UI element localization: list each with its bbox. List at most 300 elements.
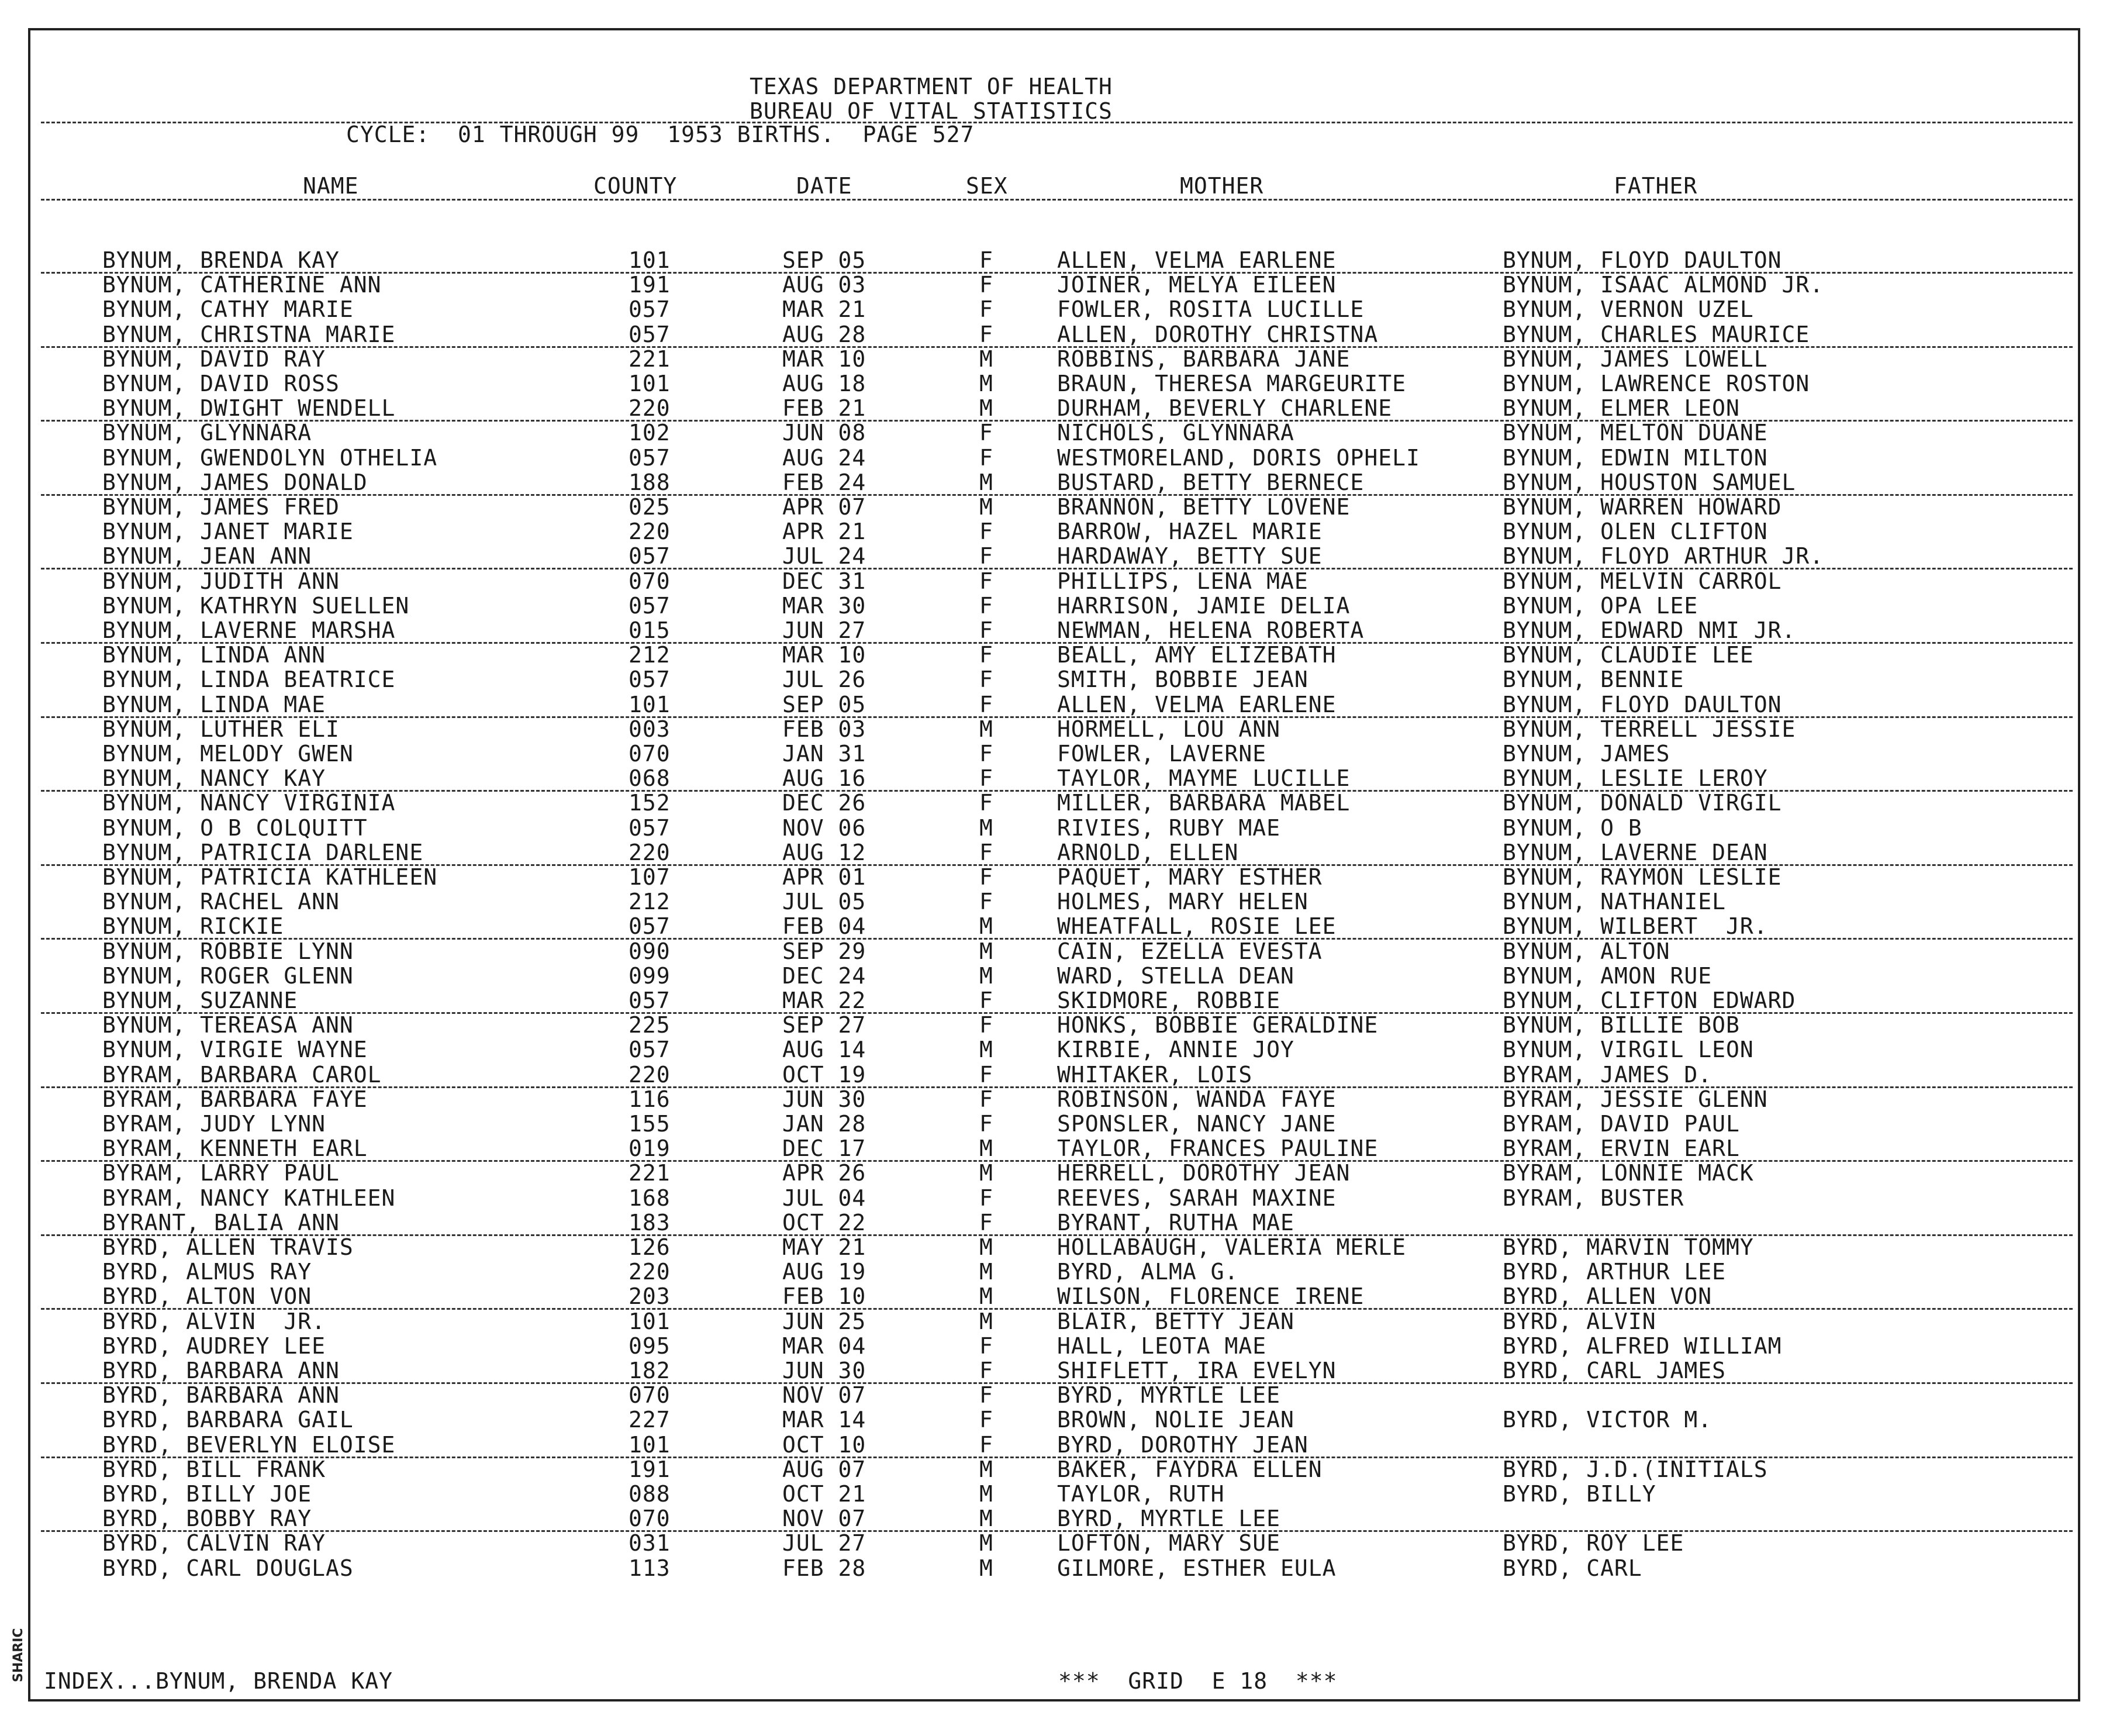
record-father: BYNUM, EDWIN MILTON: [1503, 445, 1768, 471]
record-sex: F: [979, 889, 993, 914]
record-date: OCT 19: [782, 1062, 866, 1088]
record-father: BYNUM, CHARLES MAURICE: [1503, 322, 1810, 347]
record-father: BYNUM, VIRGIL LEON: [1503, 1037, 1754, 1062]
record-sex: M: [979, 1506, 993, 1531]
header-dash-2: [41, 199, 2073, 201]
record-county: 116: [629, 1086, 671, 1112]
record-father: BYRAM, LONNIE MACK: [1503, 1160, 1754, 1186]
record-county: 152: [629, 790, 671, 816]
record-name: BYRD, AUDREY LEE: [102, 1333, 326, 1359]
grid-footer: *** GRID E 18 ***: [1058, 1668, 1338, 1694]
record-mother: WHEATFALL, ROSIE LEE: [1057, 913, 1337, 939]
record-name: BYNUM, LINDA BEATRICE: [102, 667, 396, 692]
record-date: JAN 31: [782, 741, 866, 767]
record-father: BYNUM, JAMES LOWELL: [1503, 346, 1768, 372]
record-name: BYRAM, JUDY LYNN: [102, 1111, 326, 1137]
record-date: JUL 26: [782, 667, 866, 692]
record-father: BYRAM, DAVID PAUL: [1503, 1111, 1740, 1137]
record-date: JUN 30: [782, 1358, 866, 1383]
record-name: BYNUM, LUTHER ELI: [102, 716, 340, 742]
record-date: FEB 21: [782, 395, 866, 421]
record-name: BYRD, BARBARA GAIL: [102, 1407, 354, 1433]
record-mother: BAKER, FAYDRA ELLEN: [1057, 1457, 1323, 1482]
record-name: BYNUM, NANCY KAY: [102, 765, 326, 791]
record-county: 102: [629, 420, 671, 446]
record-county: 057: [629, 913, 671, 939]
record-mother: SKIDMORE, ROBBIE: [1057, 988, 1281, 1013]
record-sex: M: [979, 716, 993, 742]
record-date: JUL 05: [782, 889, 866, 914]
record-date: JUN 25: [782, 1309, 866, 1334]
record-sex: F: [979, 445, 993, 471]
record-mother: HERRELL, DOROTHY JEAN: [1057, 1160, 1351, 1186]
record-mother: HOLLABAUGH, VALERIA MERLE: [1057, 1234, 1406, 1260]
record-mother: ALLEN, DOROTHY CHRISTNA: [1057, 322, 1379, 347]
record-mother: HARDAWAY, BETTY SUE: [1057, 543, 1323, 569]
record-father: BYRAM, BUSTER: [1503, 1185, 1684, 1211]
record-father: BYNUM, LAVERNE DEAN: [1503, 840, 1768, 865]
record-date: APR 26: [782, 1160, 866, 1186]
record-sex: F: [979, 296, 993, 322]
record-sex: F: [979, 322, 993, 347]
record-date: MAR 21: [782, 296, 866, 322]
record-father: BYNUM, TERRELL JESSIE: [1503, 716, 1796, 742]
record-sex: M: [979, 1136, 993, 1161]
record-sex: M: [979, 1160, 993, 1186]
record-sex: M: [979, 470, 993, 495]
record-county: 101: [629, 1432, 671, 1458]
record-date: MAR 30: [782, 593, 866, 619]
record-county: 220: [629, 1062, 671, 1088]
record-father: BYNUM, AMON RUE: [1503, 963, 1713, 989]
record-name: BYRD, ALVIN JR.: [102, 1309, 326, 1334]
record-county: 221: [629, 346, 671, 372]
record-father: BYNUM, DONALD VIRGIL: [1503, 790, 1782, 816]
record-name: BYNUM, LAVERNE MARSHA: [102, 617, 396, 643]
record-mother: ALLEN, VELMA EARLENE: [1057, 247, 1337, 273]
record-father: BYNUM, BENNIE: [1503, 667, 1684, 692]
record-date: SEP 05: [782, 247, 866, 273]
record-sex: F: [979, 1432, 993, 1458]
record-sex: M: [979, 1283, 993, 1309]
record-name: BYRD, BARBARA ANN: [102, 1358, 340, 1383]
record-date: DEC 26: [782, 790, 866, 816]
record-date: MAR 10: [782, 346, 866, 372]
record-mother: HOLMES, MARY HELEN: [1057, 889, 1308, 914]
record-date: NOV 07: [782, 1506, 866, 1531]
record-sex: M: [979, 1037, 993, 1062]
index-footer: INDEX...BYNUM, BRENDA KAY: [44, 1668, 393, 1694]
record-date: AUG 18: [782, 371, 866, 396]
record-father: BYNUM, MELVIN CARROL: [1503, 568, 1782, 594]
record-county: 182: [629, 1358, 671, 1383]
record-name: BYNUM, SUZANNE: [102, 988, 298, 1013]
record-date: FEB 24: [782, 470, 866, 495]
record-sex: F: [979, 765, 993, 791]
record-name: BYNUM, BRENDA KAY: [102, 247, 340, 273]
record-mother: KIRBIE, ANNIE JOY: [1057, 1037, 1294, 1062]
record-father: BYRAM, JAMES D.: [1503, 1062, 1713, 1088]
record-sex: M: [979, 938, 993, 964]
record-name: BYRD, ALLEN TRAVIS: [102, 1234, 354, 1260]
record-name: BYRD, BILL FRANK: [102, 1457, 326, 1482]
record-father: BYNUM, LESLIE LEROY: [1503, 765, 1768, 791]
record-county: 088: [629, 1481, 671, 1507]
record-date: FEB 03: [782, 716, 866, 742]
record-name: BYNUM, PATRICIA KATHLEEN: [102, 864, 438, 890]
column-header-mother: MOTHER: [1180, 173, 1264, 199]
record-name: BYRD, BARBARA ANN: [102, 1382, 340, 1408]
record-father: BYNUM, OPA LEE: [1503, 593, 1698, 619]
record-sex: M: [979, 1234, 993, 1260]
record-mother: HORMELL, LOU ANN: [1057, 716, 1281, 742]
record-county: 070: [629, 568, 671, 594]
record-sex: F: [979, 1382, 993, 1408]
record-mother: WHITAKER, LOIS: [1057, 1062, 1253, 1088]
record-father: BYNUM, WILBERT JR.: [1503, 913, 1768, 939]
record-sex: F: [979, 667, 993, 692]
record-sex: F: [979, 988, 993, 1013]
header-line-1: TEXAS DEPARTMENT OF HEALTH: [750, 74, 1113, 99]
record-mother: HONKS, BOBBIE GERALDINE: [1057, 1012, 1379, 1038]
record-date: AUG 07: [782, 1457, 866, 1482]
column-header-sex: SEX: [966, 173, 1008, 199]
record-name: BYRAM, BARBARA CAROL: [102, 1062, 382, 1088]
record-name: BYNUM, NANCY VIRGINIA: [102, 790, 396, 816]
record-county: 070: [629, 741, 671, 767]
record-mother: NEWMAN, HELENA ROBERTA: [1057, 617, 1365, 643]
record-mother: SPONSLER, NANCY JANE: [1057, 1111, 1337, 1137]
record-father: BYNUM, RAYMON LESLIE: [1503, 864, 1782, 890]
record-name: BYNUM, DAVID RAY: [102, 346, 326, 372]
record-name: BYNUM, LINDA MAE: [102, 692, 326, 717]
record-date: APR 01: [782, 864, 866, 890]
record-county: 057: [629, 445, 671, 471]
record-name: BYNUM, MELODY GWEN: [102, 741, 354, 767]
record-county: 183: [629, 1210, 671, 1235]
record-sex: F: [979, 741, 993, 767]
record-father: BYRD, ALVIN: [1503, 1309, 1656, 1334]
record-mother: BRAUN, THERESA MARGEURITE: [1057, 371, 1406, 396]
record-date: JUL 27: [782, 1530, 866, 1556]
record-sex: F: [979, 543, 993, 569]
record-county: 031: [629, 1530, 671, 1556]
record-mother: BYRD, MYRTLE LEE: [1057, 1382, 1281, 1408]
record-father: BYRD, VICTOR M.: [1503, 1407, 1713, 1433]
record-date: MAR 22: [782, 988, 866, 1013]
record-mother: ALLEN, VELMA EARLENE: [1057, 692, 1337, 717]
record-father: BYNUM, LAWRENCE ROSTON: [1503, 371, 1810, 396]
record-sex: F: [979, 1086, 993, 1112]
record-mother: TAYLOR, FRANCES PAULINE: [1057, 1136, 1379, 1161]
record-mother: DURHAM, BEVERLY CHARLENE: [1057, 395, 1393, 421]
record-name: BYRD, CARL DOUGLAS: [102, 1555, 354, 1581]
record-date: MAR 14: [782, 1407, 866, 1433]
record-mother: FOWLER, LAVERNE: [1057, 741, 1267, 767]
record-name: BYNUM, CATHY MARIE: [102, 296, 354, 322]
record-date: FEB 04: [782, 913, 866, 939]
record-sex: M: [979, 371, 993, 396]
record-sex: F: [979, 593, 993, 619]
record-father: BYNUM, FLOYD DAULTON: [1503, 247, 1782, 273]
record-county: 070: [629, 1506, 671, 1531]
record-mother: BARROW, HAZEL MARIE: [1057, 519, 1323, 544]
record-father: BYNUM, ALTON: [1503, 938, 1670, 964]
record-date: APR 21: [782, 519, 866, 544]
record-sex: F: [979, 1185, 993, 1211]
record-mother: BYRD, MYRTLE LEE: [1057, 1506, 1281, 1531]
column-header-county: COUNTY: [593, 173, 678, 199]
record-father: BYNUM, CLAUDIE LEE: [1503, 642, 1754, 668]
record-father: BYRD, ROY LEE: [1503, 1530, 1684, 1556]
record-county: 090: [629, 938, 671, 964]
record-father: BYRD, CARL: [1503, 1555, 1642, 1581]
record-county: 101: [629, 692, 671, 717]
record-sex: F: [979, 1111, 993, 1137]
record-father: BYRD, J.D.(INITIALS: [1503, 1457, 1768, 1482]
record-sex: F: [979, 272, 993, 298]
record-county: 155: [629, 1111, 671, 1137]
record-county: 070: [629, 1382, 671, 1408]
record-county: 113: [629, 1555, 671, 1581]
record-county: 057: [629, 322, 671, 347]
record-sex: F: [979, 840, 993, 865]
record-county: 057: [629, 296, 671, 322]
record-mother: ROBINSON, WANDA FAYE: [1057, 1086, 1337, 1112]
record-father: BYNUM, O B: [1503, 815, 1642, 841]
record-father: BYRAM, ERVIN EARL: [1503, 1136, 1740, 1161]
record-mother: ROBBINS, BARBARA JANE: [1057, 346, 1351, 372]
record-sex: F: [979, 642, 993, 668]
record-sex: M: [979, 913, 993, 939]
record-date: JUN 08: [782, 420, 866, 446]
record-date: DEC 24: [782, 963, 866, 989]
record-sex: F: [979, 692, 993, 717]
record-county: 220: [629, 1259, 671, 1285]
record-county: 221: [629, 1160, 671, 1186]
record-mother: WILSON, FLORENCE IRENE: [1057, 1283, 1365, 1309]
record-name: BYNUM, VIRGIE WAYNE: [102, 1037, 368, 1062]
record-name: BYNUM, JUDITH ANN: [102, 568, 340, 594]
record-name: BYNUM, PATRICIA DARLENE: [102, 840, 424, 865]
record-name: BYRD, BOBBY RAY: [102, 1506, 312, 1531]
record-date: APR 07: [782, 494, 866, 520]
record-county: 212: [629, 642, 671, 668]
record-father: BYNUM, FLOYD ARTHUR JR.: [1503, 543, 1824, 569]
record-date: JUL 24: [782, 543, 866, 569]
record-sex: M: [979, 815, 993, 841]
record-name: BYRAM, KENNETH EARL: [102, 1136, 368, 1161]
record-father: BYRD, CARL JAMES: [1503, 1358, 1727, 1383]
record-county: 188: [629, 470, 671, 495]
record-date: MAR 10: [782, 642, 866, 668]
record-father: BYNUM, CLIFTON EDWARD: [1503, 988, 1796, 1013]
record-name: BYNUM, JAMES FRED: [102, 494, 340, 520]
record-father: BYNUM, VERNON UZEL: [1503, 296, 1754, 322]
record-mother: PHILLIPS, LENA MAE: [1057, 568, 1308, 594]
record-mother: JOINER, MELYA EILEEN: [1057, 272, 1337, 298]
record-mother: CAIN, EZELLA EVESTA: [1057, 938, 1323, 964]
record-county: 225: [629, 1012, 671, 1038]
column-header-date: DATE: [796, 173, 852, 199]
record-county: 101: [629, 247, 671, 273]
record-name: BYNUM, JANET MARIE: [102, 519, 354, 544]
record-date: FEB 10: [782, 1283, 866, 1309]
record-county: 101: [629, 371, 671, 396]
record-mother: BUSTARD, BETTY BERNECE: [1057, 470, 1365, 495]
record-date: AUG 16: [782, 765, 866, 791]
record-county: 003: [629, 716, 671, 742]
record-mother: WARD, STELLA DEAN: [1057, 963, 1294, 989]
record-date: MAR 04: [782, 1333, 866, 1359]
record-county: 220: [629, 519, 671, 544]
record-sex: F: [979, 1333, 993, 1359]
record-county: 227: [629, 1407, 671, 1433]
record-date: JUN 30: [782, 1086, 866, 1112]
record-name: BYNUM, DWIGHT WENDELL: [102, 395, 396, 421]
record-date: JUL 04: [782, 1185, 866, 1211]
record-mother: BYRD, ALMA G.: [1057, 1259, 1239, 1285]
record-name: BYRD, ALMUS RAY: [102, 1259, 312, 1285]
record-mother: BYRD, DOROTHY JEAN: [1057, 1432, 1308, 1458]
record-father: BYRAM, JESSIE GLENN: [1503, 1086, 1768, 1112]
record-sex: M: [979, 346, 993, 372]
record-father: BYNUM, JAMES: [1503, 741, 1670, 767]
record-mother: LOFTON, MARY SUE: [1057, 1530, 1281, 1556]
record-father: BYRD, ALFRED WILLIAM: [1503, 1333, 1782, 1359]
record-county: 015: [629, 617, 671, 643]
header-line-2: BUREAU OF VITAL STATISTICS: [750, 98, 1113, 124]
record-date: DEC 31: [782, 568, 866, 594]
record-name: BYNUM, JAMES DONALD: [102, 470, 368, 495]
record-name: BYNUM, RACHEL ANN: [102, 889, 340, 914]
record-county: 057: [629, 593, 671, 619]
record-mother: FOWLER, ROSITA LUCILLE: [1057, 296, 1365, 322]
record-father: BYNUM, WARREN HOWARD: [1503, 494, 1782, 520]
record-father: BYNUM, OLEN CLIFTON: [1503, 519, 1768, 544]
record-father: BYNUM, BILLIE BOB: [1503, 1012, 1740, 1038]
record-county: 212: [629, 889, 671, 914]
record-date: AUG 19: [782, 1259, 866, 1285]
record-county: 057: [629, 815, 671, 841]
record-county: 220: [629, 840, 671, 865]
record-name: BYNUM, O B COLQUITT: [102, 815, 368, 841]
record-date: SEP 27: [782, 1012, 866, 1038]
record-name: BYRAM, NANCY KATHLEEN: [102, 1185, 396, 1211]
record-father: BYNUM, FLOYD DAULTON: [1503, 692, 1782, 717]
record-county: 203: [629, 1283, 671, 1309]
record-name: BYNUM, ROBBIE LYNN: [102, 938, 354, 964]
record-county: 095: [629, 1333, 671, 1359]
record-sex: M: [979, 395, 993, 421]
record-sex: M: [979, 1481, 993, 1507]
record-county: 126: [629, 1234, 671, 1260]
record-mother: BEALL, AMY ELIZEBATH: [1057, 642, 1337, 668]
record-name: BYNUM, ROGER GLENN: [102, 963, 354, 989]
record-mother: TAYLOR, RUTH: [1057, 1481, 1225, 1507]
record-father: BYNUM, MELTON DUANE: [1503, 420, 1768, 446]
record-date: SEP 29: [782, 938, 866, 964]
record-mother: RIVIES, RUBY MAE: [1057, 815, 1281, 841]
record-county: 107: [629, 864, 671, 890]
record-name: BYNUM, DAVID ROSS: [102, 371, 340, 396]
record-name: BYRD, ALTON VON: [102, 1283, 312, 1309]
record-mother: MILLER, BARBARA MABEL: [1057, 790, 1351, 816]
record-county: 025: [629, 494, 671, 520]
record-sex: F: [979, 568, 993, 594]
record-date: JAN 28: [782, 1111, 866, 1137]
record-date: DEC 17: [782, 1136, 866, 1161]
record-name: BYRD, BILLY JOE: [102, 1481, 312, 1507]
record-mother: BYRANT, RUTHA MAE: [1057, 1210, 1294, 1235]
record-father: BYNUM, ISAAC ALMOND JR.: [1503, 272, 1824, 298]
record-date: OCT 10: [782, 1432, 866, 1458]
record-county: 099: [629, 963, 671, 989]
record-mother: SHIFLETT, IRA EVELYN: [1057, 1358, 1337, 1383]
record-name: BYRD, BEVERLYN ELOISE: [102, 1432, 396, 1458]
record-sex: F: [979, 1358, 993, 1383]
record-name: BYNUM, GWENDOLYN OTHELIA: [102, 445, 438, 471]
side-mark: SHARIC: [11, 1628, 26, 1682]
record-father: BYRD, MARVIN TOMMY: [1503, 1234, 1754, 1260]
record-sex: F: [979, 1407, 993, 1433]
record-mother: REEVES, SARAH MAXINE: [1057, 1185, 1337, 1211]
record-sex: M: [979, 494, 993, 520]
record-name: BYNUM, CATHERINE ANN: [102, 272, 382, 298]
record-mother: HALL, LEOTA MAE: [1057, 1333, 1267, 1359]
record-county: 057: [629, 543, 671, 569]
record-date: SEP 05: [782, 692, 866, 717]
column-header-name: NAME: [303, 173, 359, 199]
column-header-father: FATHER: [1614, 173, 1698, 199]
record-sex: F: [979, 1062, 993, 1088]
record-sex: F: [979, 864, 993, 890]
record-sex: F: [979, 790, 993, 816]
record-sex: M: [979, 1530, 993, 1556]
record-sex: F: [979, 420, 993, 446]
record-date: OCT 21: [782, 1481, 866, 1507]
record-father: BYNUM, NATHANIEL: [1503, 889, 1727, 914]
record-mother: PAQUET, MARY ESTHER: [1057, 864, 1323, 890]
record-name: BYNUM, KATHRYN SUELLEN: [102, 593, 410, 619]
record-sex: F: [979, 1210, 993, 1235]
record-date: AUG 28: [782, 322, 866, 347]
record-county: 068: [629, 765, 671, 791]
record-sex: M: [979, 1457, 993, 1482]
record-name: BYRAM, BARBARA FAYE: [102, 1086, 368, 1112]
record-date: OCT 22: [782, 1210, 866, 1235]
record-date: NOV 06: [782, 815, 866, 841]
record-mother: ARNOLD, ELLEN: [1057, 840, 1239, 865]
record-name: BYNUM, LINDA ANN: [102, 642, 326, 668]
record-mother: BRANNON, BETTY LOVENE: [1057, 494, 1351, 520]
record-father: BYNUM, ELMER LEON: [1503, 395, 1740, 421]
record-father: BYRD, ARTHUR LEE: [1503, 1259, 1727, 1285]
record-county: 019: [629, 1136, 671, 1161]
record-father: BYNUM, HOUSTON SAMUEL: [1503, 470, 1796, 495]
record-father: BYRD, BILLY: [1503, 1481, 1656, 1507]
cycle-line: CYCLE: 01 THROUGH 99 1953 BIRTHS. PAGE 527: [346, 122, 975, 147]
record-county: 057: [629, 1037, 671, 1062]
record-mother: TAYLOR, MAYME LUCILLE: [1057, 765, 1351, 791]
record-date: AUG 03: [782, 272, 866, 298]
record-date: AUG 24: [782, 445, 866, 471]
record-sex: M: [979, 1309, 993, 1334]
record-date: JUN 27: [782, 617, 866, 643]
record-mother: BROWN, NOLIE JEAN: [1057, 1407, 1294, 1433]
record-mother: GILMORE, ESTHER EULA: [1057, 1555, 1337, 1581]
record-county: 101: [629, 1309, 671, 1334]
